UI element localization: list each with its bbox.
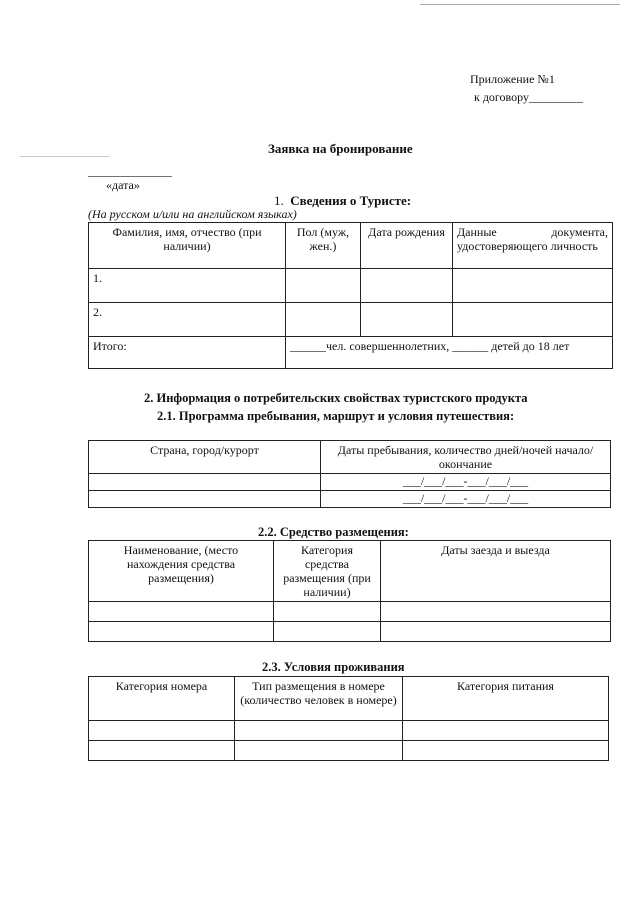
program-row-2-dates[interactable]: ___/___/___-___/___/___	[321, 491, 611, 508]
table-row	[89, 741, 609, 761]
header-accommodation-category: Категория средства размещения (при наличии)	[274, 541, 381, 602]
row-1-dob[interactable]	[361, 269, 453, 303]
living-row-1-room[interactable]	[89, 721, 235, 741]
accommodation-row-1-category[interactable]	[274, 602, 381, 622]
scan-noise	[20, 156, 110, 157]
header-country-city: Страна, город/курорт	[89, 441, 321, 474]
accommodation-row-1-name[interactable]	[89, 602, 274, 622]
program-row-1-place[interactable]	[89, 474, 321, 491]
table-row	[89, 474, 611, 491]
table-row	[89, 622, 611, 642]
program-table	[88, 440, 611, 508]
accommodation-table	[88, 540, 611, 642]
appendix-line-2: к договору_________	[474, 90, 583, 104]
section2-1-title: 2.1. Программа пребывания, маршрут и условия путешествия:	[157, 409, 515, 423]
row-1-sex[interactable]	[286, 269, 361, 303]
table-header-row	[89, 441, 611, 474]
table-row	[89, 602, 611, 622]
table-row	[89, 721, 609, 741]
date-label: «дата»	[106, 178, 140, 192]
accommodation-row-2-category[interactable]	[274, 622, 381, 642]
scan-noise	[420, 4, 620, 5]
header-checkin-dates: Даты заезда и выезда	[381, 541, 611, 602]
section2-title: 2. Информация о потребительских свойствах туристского продукта	[144, 391, 528, 405]
page-title: Заявка на бронирование	[268, 141, 413, 156]
date-blank[interactable]: ______________	[88, 164, 172, 178]
table-row	[89, 269, 613, 303]
total-label: Итого:	[89, 337, 286, 369]
header-stay-dates: Даты пребывания, количество дней/ночей начало/окончание	[321, 441, 611, 474]
accommodation-row-1-dates[interactable]	[381, 602, 611, 622]
header-dob: Дата рождения	[361, 223, 453, 269]
tourist-table	[88, 222, 613, 369]
living-row-1-placement[interactable]	[235, 721, 403, 741]
section2-2-title: 2.2. Средство размещения:	[258, 525, 409, 539]
row-2-dob[interactable]	[361, 303, 453, 337]
header-room-placement: Тип размещения в номере (количество человек в номере)	[235, 677, 403, 721]
table-row	[89, 491, 611, 508]
table-row	[89, 303, 613, 337]
section1-title: Сведения о Туристе:	[290, 193, 412, 208]
total-row	[89, 337, 613, 369]
appendix-line-1: Приложение №1	[470, 72, 555, 86]
total-text[interactable]: ______чел. совершеннолетних, ______ детей до 18 лет	[286, 337, 613, 369]
header-sex: Пол (муж, жен.)	[286, 223, 361, 269]
row-1-number[interactable]: 1.	[89, 269, 286, 303]
section1-note: (На русском и/или на английском языках)	[88, 207, 297, 221]
living-conditions-table	[88, 676, 609, 761]
header-accommodation-name: Наименование, (место нахождения средства размещения)	[89, 541, 274, 602]
section1-number: 1.	[274, 193, 284, 208]
row-2-sex[interactable]	[286, 303, 361, 337]
header-meal-category: Категория питания	[403, 677, 609, 721]
row-2-document[interactable]	[453, 303, 613, 337]
living-row-2-meal[interactable]	[403, 741, 609, 761]
header-doc-line-1: Данные документа,	[457, 225, 608, 239]
section2-3-title: 2.3. Условия проживания	[262, 660, 405, 674]
header-document	[453, 223, 613, 269]
header-room-category: Категория номера	[89, 677, 235, 721]
table-header-row	[89, 223, 613, 269]
header-doc-line-2: удостоверяющего личность	[457, 239, 598, 253]
row-2-number[interactable]: 2.	[89, 303, 286, 337]
program-row-2-place[interactable]	[89, 491, 321, 508]
living-row-2-room[interactable]	[89, 741, 235, 761]
table-header-row	[89, 541, 611, 602]
row-1-document[interactable]	[453, 269, 613, 303]
table-header-row	[89, 677, 609, 721]
accommodation-row-2-dates[interactable]	[381, 622, 611, 642]
living-row-1-meal[interactable]	[403, 721, 609, 741]
header-name: Фамилия, имя, отчество (при наличии)	[89, 223, 286, 269]
living-row-2-placement[interactable]	[235, 741, 403, 761]
program-row-1-dates[interactable]: ___/___/___-___/___/___	[321, 474, 611, 491]
accommodation-row-2-name[interactable]	[89, 622, 274, 642]
